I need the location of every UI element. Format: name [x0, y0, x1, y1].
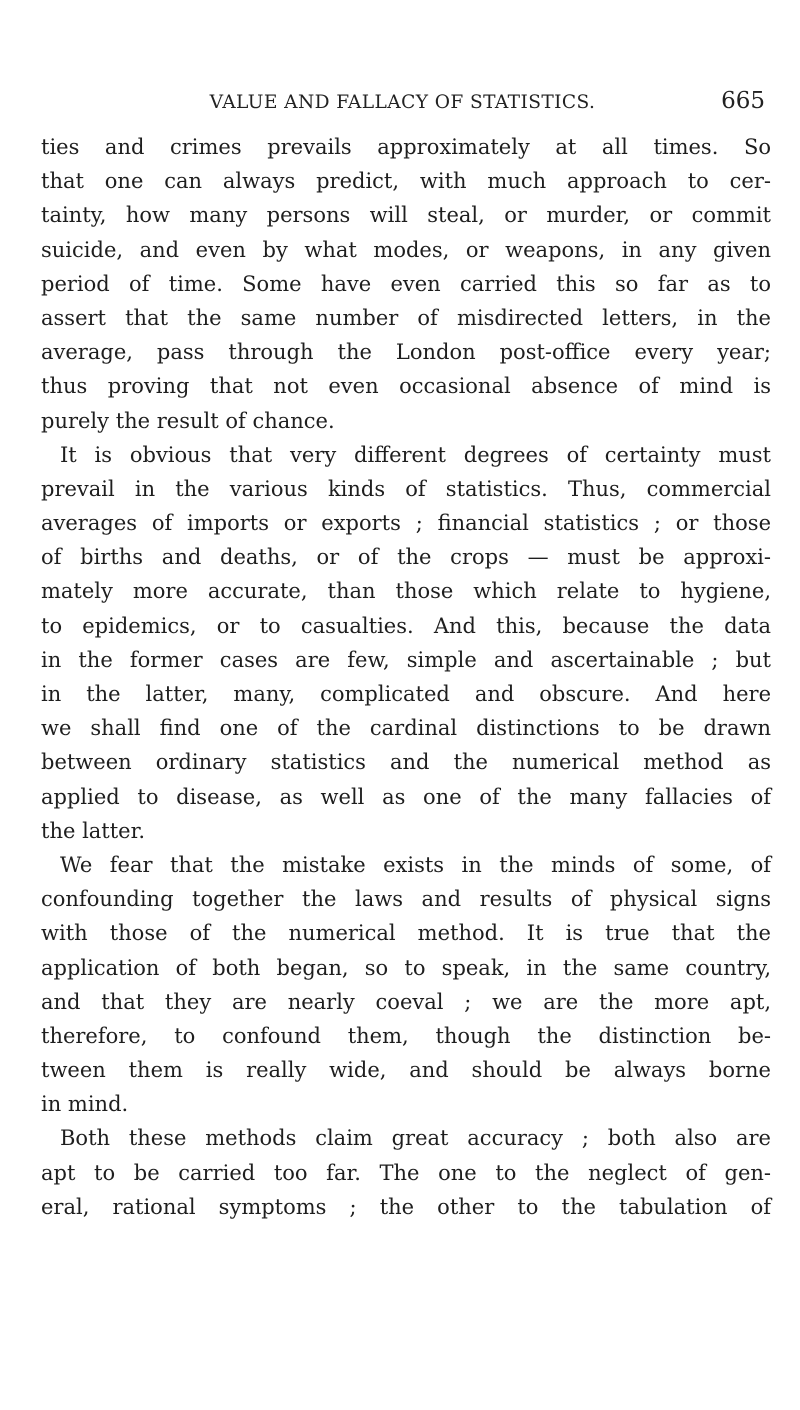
text-line: we shall find one of the cardinal distinctions to be drawn — [41, 716, 771, 741]
text-line: that one can always predict, with much approach to cer- — [41, 169, 771, 194]
text-line: mately more accurate, than those which relate to hygiene, — [41, 579, 771, 604]
text-line: to epidemics, or to casualties. And this, because the data — [41, 613, 771, 638]
text-line: Both these methods claim great accuracy ; both also are — [60, 1126, 771, 1151]
text-line: We fear that the mistake exists in the minds of some, of — [60, 852, 771, 877]
text-line: and that they are nearly coeval ; we are the more apt, — [41, 989, 771, 1014]
text-line: ties and crimes prevails approximately at all times. So — [41, 135, 771, 159]
text-line: thus proving that not even occasional absence of mind is — [41, 374, 771, 399]
text-line: application of both began, so to speak, in the same country, — [41, 955, 771, 980]
text-line: the latter. — [41, 818, 146, 843]
text-line: therefore, to confound them, though the distinction be- — [41, 1023, 771, 1048]
text-line: tween them is really wide, and should be always borne — [41, 1058, 771, 1083]
page-number: 665 — [721, 88, 765, 114]
text-line: average, pass through the London post-office every year; — [41, 340, 771, 365]
text-line: apt to be carried too far. The one to the neglect of gen- — [41, 1160, 771, 1185]
text-line: applied to disease, as well as one of the many fallacies of — [41, 784, 771, 809]
text-line: in the latter, many, complicated and obscure. And here — [41, 682, 771, 706]
body-text — [41, 130, 771, 1224]
text-line: suicide, and even by what modes, or weapons, in any given — [41, 237, 771, 262]
running-head: VALUE AND FALLACY OF STATISTICS. — [209, 92, 596, 113]
text-line: prevail in the various kinds of statistics. Thus, commercial — [41, 476, 771, 501]
text-line: averages of imports or exports ; financial statistics ; or those — [41, 511, 771, 536]
text-line: tainty, how many persons will steal, or murder, or commit — [41, 203, 771, 228]
text-line: confounding together the laws and results of physical signs — [41, 887, 771, 912]
text-line: between ordinary statistics and the numerical method as — [41, 750, 771, 775]
text-line: in mind. — [41, 1092, 129, 1117]
text-line: eral, rational symptoms ; the other to the tabulation of — [41, 1194, 771, 1219]
text-line: assert that the same number of misdirected letters, in the — [41, 305, 771, 330]
text-line: It is obvious that very different degrees of certainty must — [60, 442, 771, 467]
text-line: in the former cases are few, simple and ascertainable ; but — [41, 647, 771, 672]
text-line: of births and deaths, or of the crops — must be approxi- — [41, 545, 771, 570]
page-header — [40, 88, 765, 122]
text-line: period of time. Some have even carried this so far as to — [41, 271, 771, 296]
text-line: purely the result of chance. — [41, 408, 335, 433]
text-line: with those of the numerical method. It is true that the — [41, 921, 771, 946]
